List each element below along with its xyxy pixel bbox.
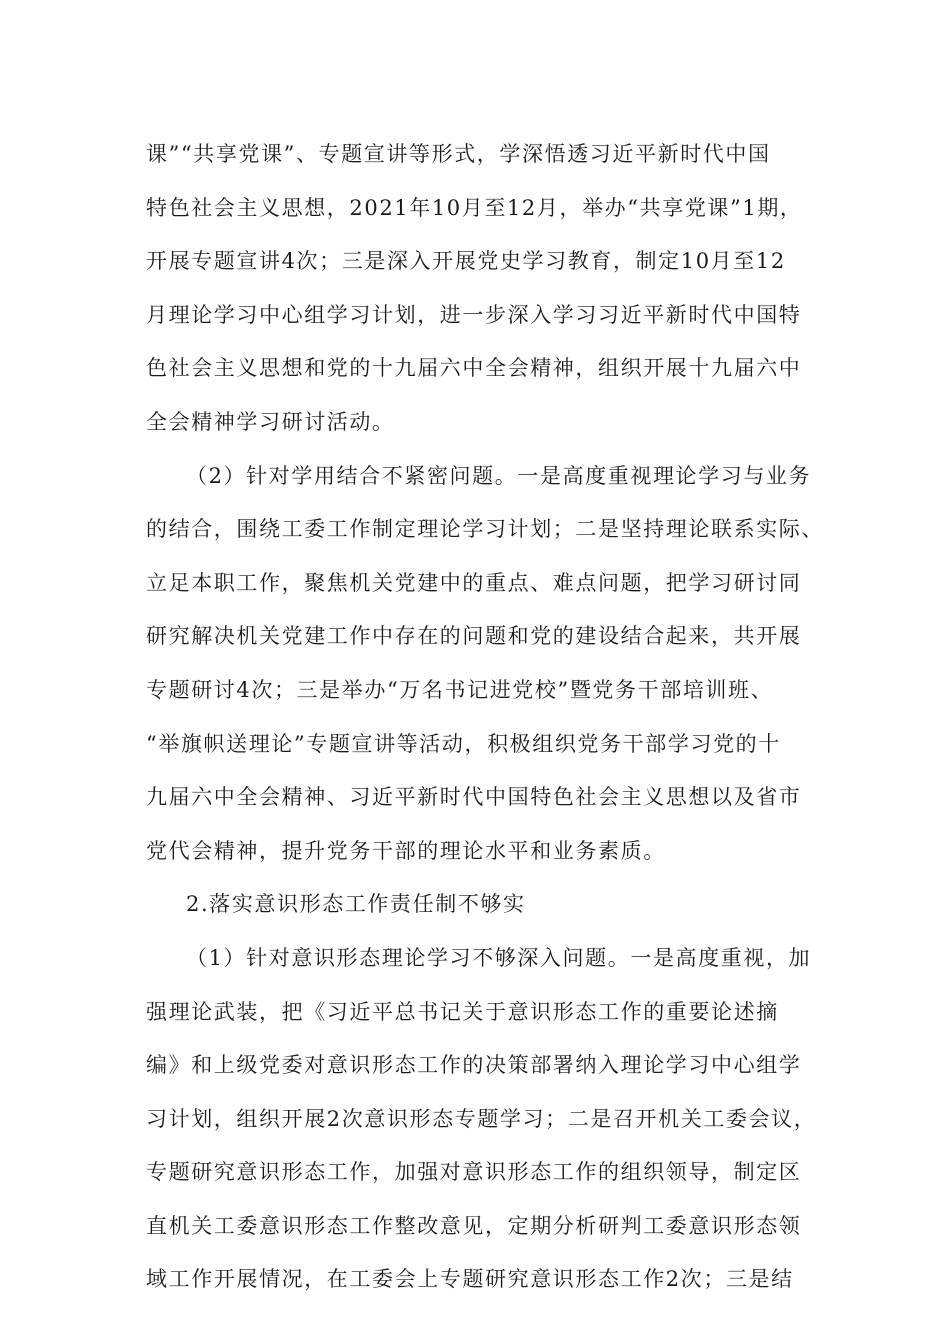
text-line: （2）针对学用结合不紧密问题。一是高度重视理论学习与业务 — [186, 463, 812, 488]
text-line: 编》和上级党委对意识形态工作的决策部署纳入理论学习中心组学 — [146, 1053, 802, 1078]
text-line: （1）针对意识形态理论学习不够深入问题。一是高度重视，加 — [186, 945, 812, 970]
text-line: 开展专题宣讲4次；三是深入开展党史学习教育，制定10月至12 — [146, 249, 786, 274]
text-line: 九届六中全会精神、习近平新时代中国特色社会主义思想以及省市 — [146, 785, 802, 810]
text-line: 立足本职工作，聚焦机关党建中的重点、难点问题，把学习研讨同 — [146, 570, 802, 595]
text-line: 直机关工委意识形态工作整改意见，定期分析研判工委意识形态领 — [146, 1213, 802, 1238]
text-line: 课”“共享党课”、专题宣讲等形式，学深悟透习近平新时代中国 — [146, 142, 771, 166]
text-line: 的结合，围绕工委工作制定理论学习计划；二是坚持理论联系实际、 — [146, 517, 824, 542]
text-line: 域工作开展情况，在工委会上专题研究意识形态工作2次；三是结 — [146, 1267, 794, 1292]
document-body — [146, 128, 826, 1307]
text-line: 习计划，组织开展2次意识形态专题学习；二是召开机关工委会议， — [146, 1106, 817, 1131]
text-line: 月理论学习中心组学习计划，进一步深入学习习近平新时代中国特 — [146, 302, 802, 327]
text-line: 色社会主义思想和党的十九届六中全会精神，组织开展十九届六中 — [146, 356, 802, 381]
text-line: 强理论武装，把《习近平总书记关于意识形态工作的重要论述摘 — [146, 999, 779, 1024]
text-line: “举旗帜送理论”专题宣讲等活动，积极组织党务干部学习党的十 — [146, 731, 781, 756]
text-line: 专题研究意识形态工作，加强对意识形态工作的组织领导，制定区 — [146, 1160, 802, 1185]
text-line: 特色社会主义思想，2021年10月至12月，举办“共享党课”1期， — [146, 195, 803, 220]
text-line: 党代会精神，提升党务干部的理论水平和业务素质。 — [146, 838, 666, 863]
text-line: 专题研讨4次；三是举办“万名书记进党校”暨党务干部培训班、 — [146, 677, 774, 702]
text-line: 研究解决机关党建工作中存在的问题和党的建设结合起来，共开展 — [146, 624, 802, 649]
text-line: 全会精神学习研讨活动。 — [146, 409, 395, 434]
text-line: 2.落实意识形态工作责任制不够实 — [186, 892, 526, 917]
